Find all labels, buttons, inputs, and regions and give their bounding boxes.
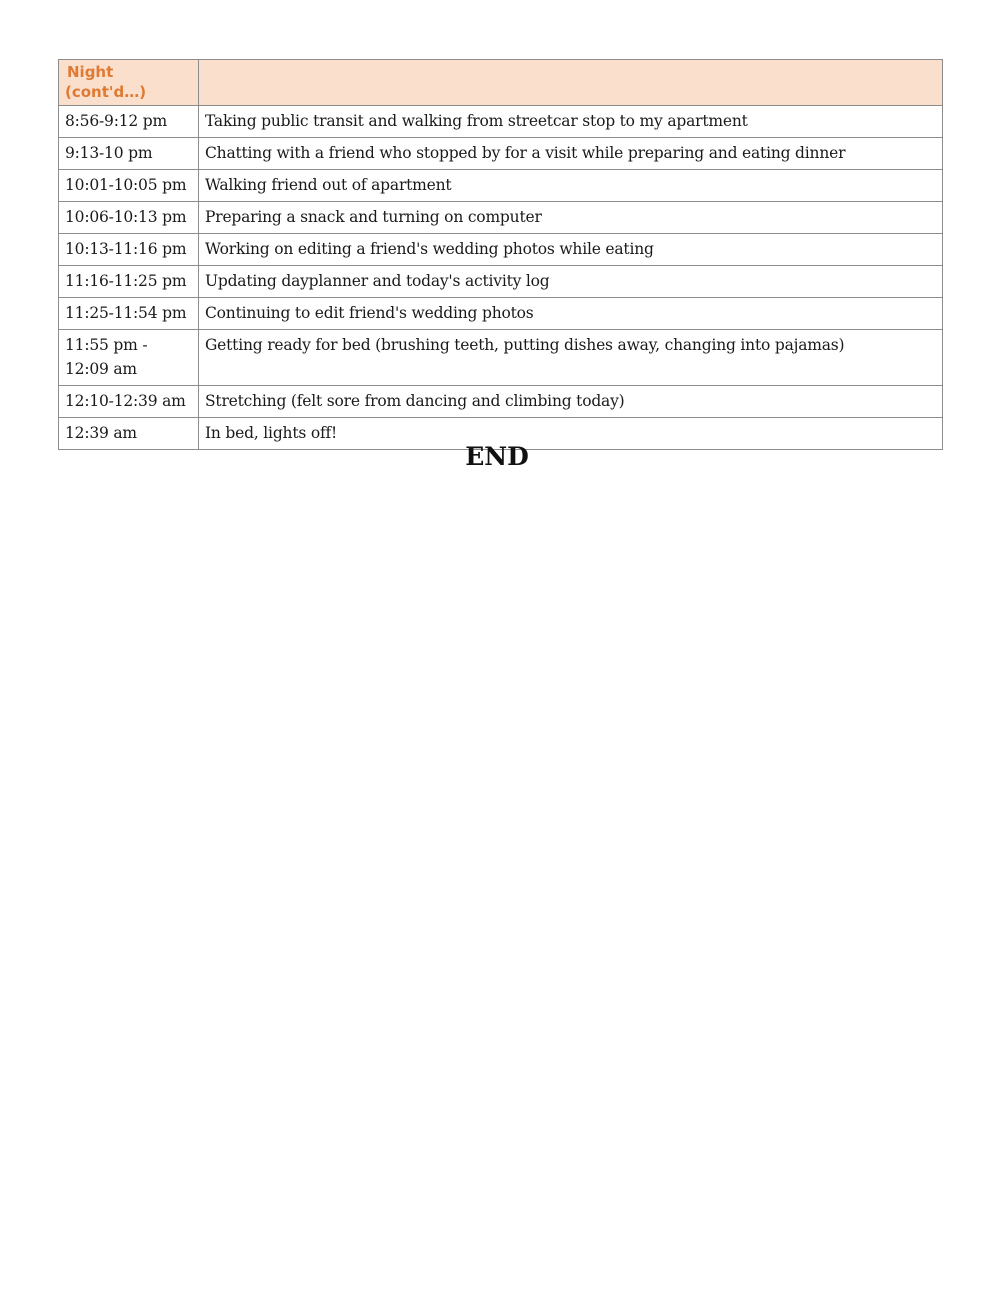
end-heading: END [465,442,529,471]
time-cell: 11:25-11:54 pm [59,298,199,330]
time-cell: 10:06-10:13 pm [59,202,199,234]
activity-log-table [58,59,943,450]
table-row [59,266,943,298]
activity-cell: Chatting with a friend who stopped by for a visit while preparing and eating dinner [199,138,943,170]
table-row [59,386,943,418]
activity-cell: Taking public transit and walking from streetcar stop to my apartment [199,106,943,138]
table-row [59,298,943,330]
activity-cell: Preparing a snack and turning on computer [199,202,943,234]
table-row [59,234,943,266]
table-row [59,330,943,386]
time-cell: 12:10-12:39 am [59,386,199,418]
activity-cell: In bed, lights off! [199,418,943,450]
activity-cell: Updating dayplanner and today's activity log [199,266,943,298]
table-row [59,138,943,170]
table-row [59,170,943,202]
table-row [59,202,943,234]
activity-cell: Getting ready for bed (brushing teeth, putting dishes away, changing into pajamas) [199,330,943,386]
time-cell: 11:16-11:25 pm [59,266,199,298]
table-row [59,106,943,138]
activity-cell: Stretching (felt sore from dancing and climbing today) [199,386,943,418]
time-cell: 8:56-9:12 pm [59,106,199,138]
time-cell: 10:01-10:05 pm [59,170,199,202]
section-header-empty-cell [199,60,943,106]
time-cell: 9:13-10 pm [59,138,199,170]
section-header-row [59,60,943,106]
section-header-cell [59,60,199,106]
time-cell: 10:13-11:16 pm [59,234,199,266]
section-header-label: Night (cont'd…) [65,63,147,101]
activity-cell: Working on editing a friend's wedding photos while eating [199,234,943,266]
time-cell: 12:39 am [59,418,199,450]
activity-cell: Walking friend out of apartment [199,170,943,202]
activity-cell: Continuing to edit friend's wedding photos [199,298,943,330]
time-cell: 11:55 pm - 12:09 am [59,330,199,386]
